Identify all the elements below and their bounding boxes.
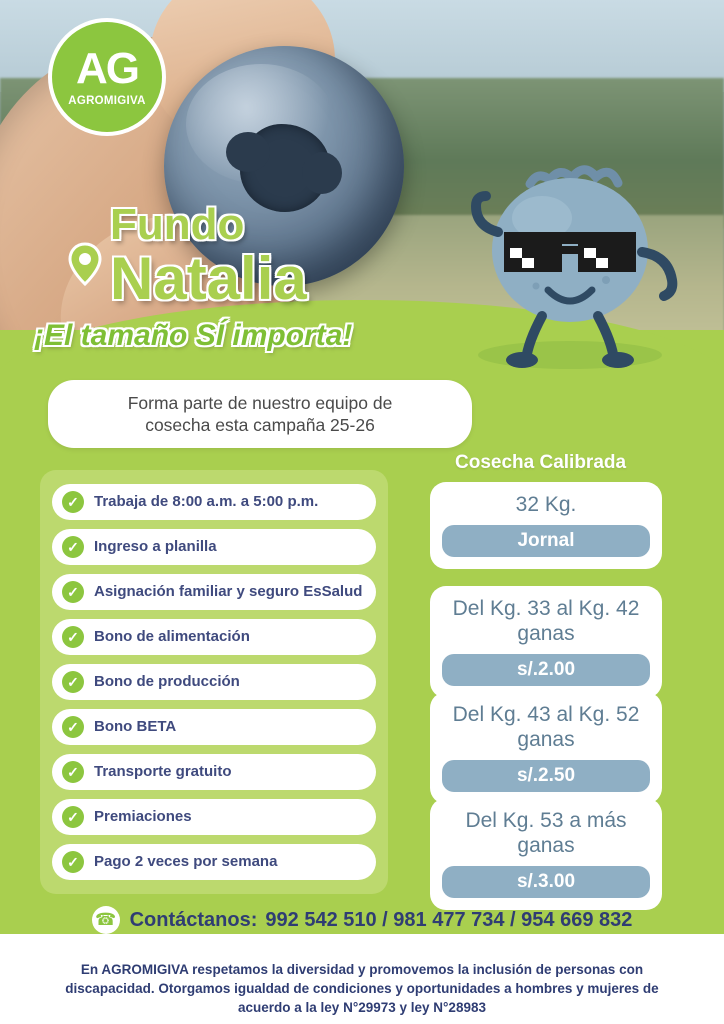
campaign-callout bbox=[48, 380, 472, 448]
blueberry-calyx bbox=[240, 124, 330, 212]
benefit-label: Asignación familiar y seguro EsSalud bbox=[94, 583, 363, 600]
benefit-item bbox=[52, 709, 376, 745]
benefit-item bbox=[52, 484, 376, 520]
benefit-label: Bono BETA bbox=[94, 718, 177, 735]
rate-value: s/.2.00 bbox=[442, 654, 650, 686]
rate-card bbox=[430, 586, 662, 698]
location-pin-icon bbox=[68, 242, 102, 286]
benefit-label: Pago 2 veces por semana bbox=[94, 853, 278, 870]
benefit-item bbox=[52, 844, 376, 880]
rate-range: Del Kg. 43 al Kg. 52 ganas bbox=[452, 703, 640, 751]
logo-mark-icon: AG bbox=[76, 44, 138, 93]
logo-company-name: AGROMIGIVA bbox=[68, 95, 146, 107]
benefit-label: Bono de producción bbox=[94, 673, 240, 690]
rate-range: Del Kg. 53 a más ganas bbox=[465, 809, 627, 857]
benefit-item bbox=[52, 619, 376, 655]
benefit-item bbox=[52, 799, 376, 835]
rate-range: 32 Kg. bbox=[515, 493, 577, 516]
benefit-label: Premiaciones bbox=[94, 808, 192, 825]
rate-value: s/.2.50 bbox=[442, 760, 650, 792]
title-natalia: Natalia bbox=[110, 245, 307, 312]
rate-value: s/.3.00 bbox=[442, 866, 650, 898]
company-logo bbox=[48, 18, 166, 136]
check-icon: ✓ bbox=[62, 581, 84, 603]
campaign-line-1: Forma parte de nuestro equipo de bbox=[127, 393, 393, 413]
check-icon: ✓ bbox=[62, 671, 84, 693]
benefit-item bbox=[52, 574, 376, 610]
benefit-label: Transporte gratuito bbox=[94, 763, 232, 780]
check-icon: ✓ bbox=[62, 716, 84, 738]
check-icon: ✓ bbox=[62, 491, 84, 513]
benefits-panel bbox=[40, 470, 388, 894]
contact-label: Contáctanos: bbox=[129, 908, 258, 931]
benefit-item bbox=[52, 664, 376, 700]
benefit-item bbox=[52, 529, 376, 565]
campaign-line-2: cosecha esta campaña 25-26 bbox=[145, 415, 375, 435]
whatsapp-icon[interactable]: ☎ bbox=[92, 906, 120, 934]
benefit-label: Trabaja de 8:00 a.m. a 5:00 p.m. bbox=[94, 493, 319, 510]
contact-bar bbox=[0, 906, 724, 934]
rate-card bbox=[430, 692, 662, 804]
benefit-label: Ingreso a planilla bbox=[94, 538, 217, 555]
rate-card bbox=[430, 798, 662, 910]
check-icon: ✓ bbox=[62, 806, 84, 828]
title-block bbox=[34, 200, 353, 353]
legal-text: En AGROMIGIVA respetamos la diversidad y promovemos la inclusión de personas con discapacidad. Otorgamos igualdad de condiciones y oportunidades a hombres y mujeres de acuerdo a la ley N°29973 y ley N°28983 bbox=[65, 961, 659, 1015]
check-icon: ✓ bbox=[62, 761, 84, 783]
blueberry-mascot-illustration bbox=[430, 140, 700, 370]
rate-value: Jornal bbox=[442, 525, 650, 557]
check-icon: ✓ bbox=[62, 626, 84, 648]
benefit-label: Bono de alimentación bbox=[94, 628, 250, 645]
legal-footer bbox=[0, 952, 724, 1024]
title-fundo: Fundo bbox=[110, 200, 245, 249]
rate-card bbox=[430, 482, 662, 569]
benefit-item bbox=[52, 754, 376, 790]
contact-phone-numbers[interactable]: 992 542 510 / 981 477 734 / 954 669 832 bbox=[265, 908, 633, 931]
rate-range: Del Kg. 33 al Kg. 42 ganas bbox=[452, 597, 640, 645]
slogan: ¡El tamaño SÍ importa! bbox=[34, 319, 353, 352]
check-icon: ✓ bbox=[62, 851, 84, 873]
check-icon: ✓ bbox=[62, 536, 84, 558]
harvest-section-title: Cosecha Calibrada bbox=[455, 452, 627, 473]
